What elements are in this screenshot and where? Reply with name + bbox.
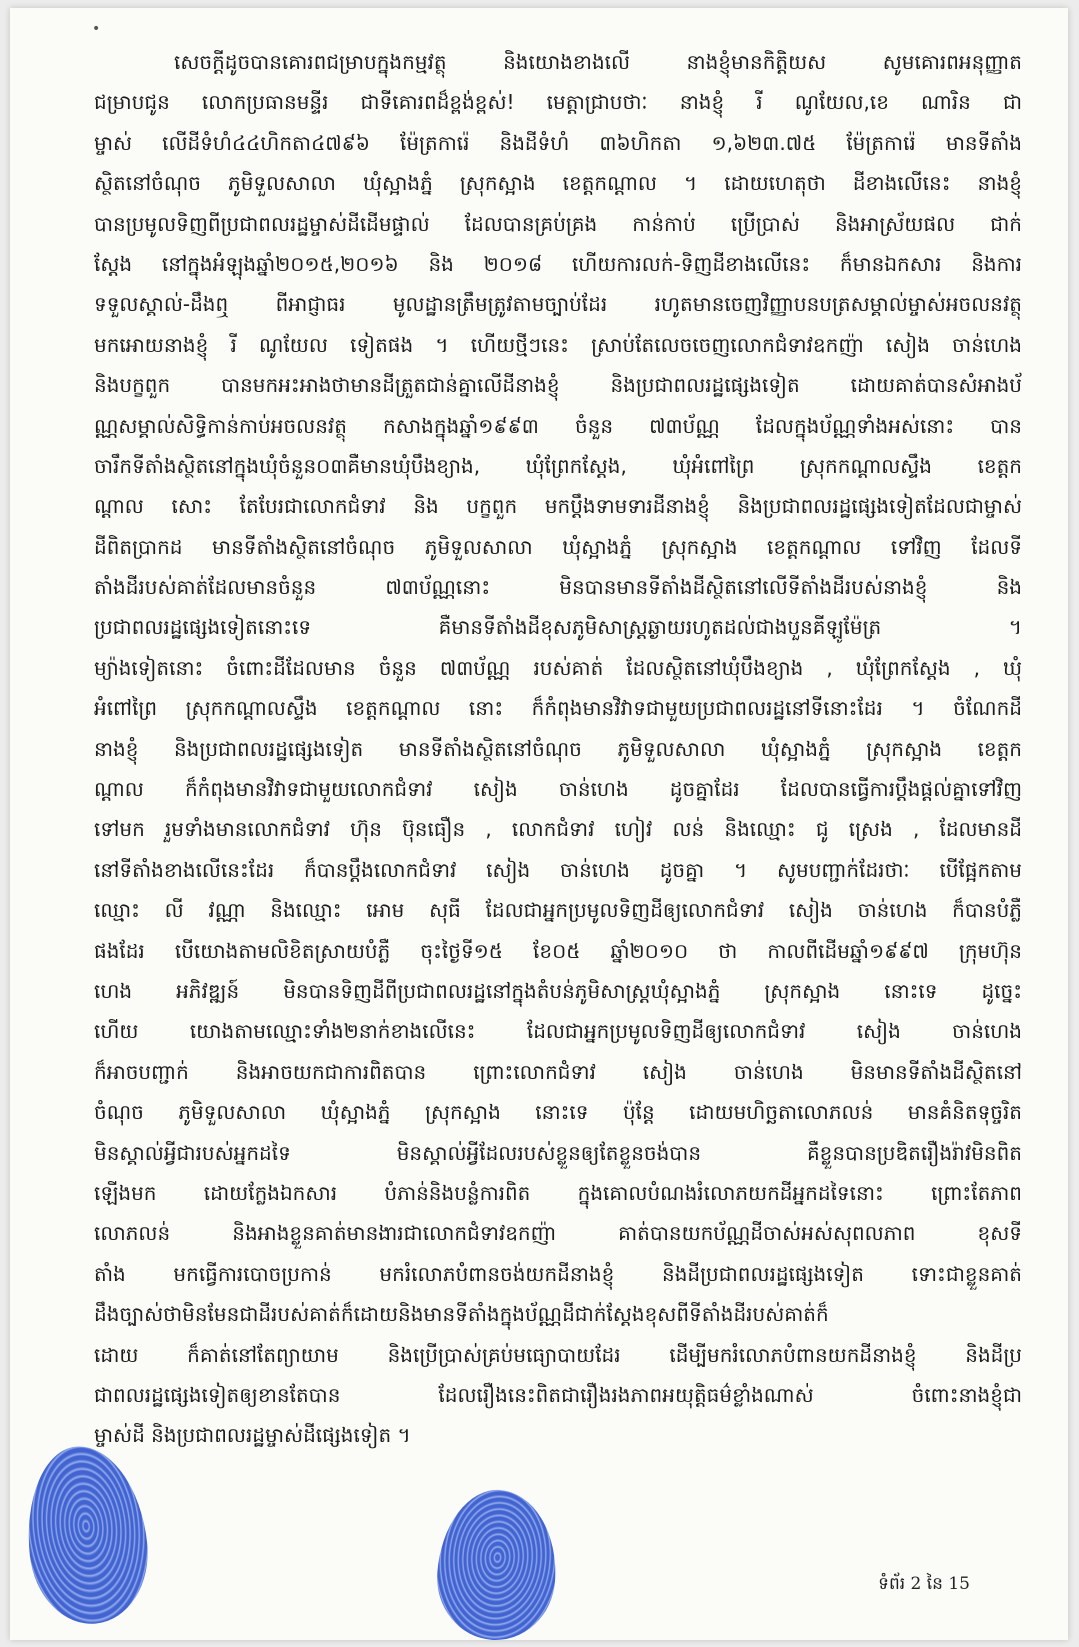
paragraph-line: ដឹងច្បាស់ថាមិនមែនជាដីរបស់គាត់ក៏ដោយនិងមានទីតាំងក្នុងប័ណ្ណដីជាក់ស្តែងខុសពីទីតាំងដីរបស់គាត់ក៏ <box>94 1302 829 1327</box>
paragraph-line: មកអោយនាងខ្ញុំ រី ណូយែល ទៀតផង ។ ហើយថ្មីៗនេះ ស្រាប់តែលេចចេញលោកជំទាវឧកញ៉ា សៀង ចាន់ហេង <box>94 332 1022 357</box>
paragraph-line: តាំងដីរបស់គាត់ដែលមានចំនួន ៧៣ប័ណ្ណនោះ មិនបានមានទីតាំងដីស្ថិតនៅលើទីតាំងដីរបស់នាងខ្ញុំ និង <box>94 575 1022 600</box>
document-page <box>10 8 1068 1640</box>
paragraph-line: ផងដែរ បើយោងតាមលិខិតស្រាយបំភ្លឺ ចុះថ្ងៃទី១៥ ខែ០៥ ឆ្នាំ២០១០ ថា កាលពីដើមឆ្នាំ១៩៩៧ ក្រុមហ៊ុន <box>94 938 1022 963</box>
paragraph-line: ទទួលស្គាល់-ដឹងឮ ពីអាជ្ញាធរ មូលដ្ឋានត្រឹមត្រូវតាមច្បាប់ដែរ រហូតមានចេញវិញ្ញាបនបត្រសម្គាល់ម្ចាស់អចលនវត្ថុ <box>94 292 1022 317</box>
paragraph-line: នាងខ្ញុំ និងប្រជាពលរដ្ឋផ្សេងទៀត មានទីតាំងស្ថិតនៅចំណុច ភូមិទួលសាលា ឃុំស្អាងភ្នំ ស្រុកស្អាង ខេត្តក <box>94 736 1022 761</box>
paragraph-line: ស្តែង នៅក្នុងអំឡុងឆ្នាំ២០១៥,២០១៦ និង ២០១៨ ហើយការលក់-ទិញដីខាងលើនេះ ក៏មានឯកសារ និងការ <box>94 251 1022 276</box>
paragraph-line: អំពៅព្រៃ ស្រុកកណ្តាលស្ទឹង ខេត្តកណ្តាល នោះ ក៏កំពុងមានវិវាទជាមួយប្រជាពលរដ្ឋនៅទីនោះដែរ ។ ចំណែកដី <box>94 696 1022 721</box>
paragraph-line: ម្ចាស់ដី និងប្រជាពលរដ្ឋម្ចាស់ដីផ្សេងទៀត ។ <box>94 1423 411 1448</box>
paragraph-line: សេចក្តីដូចបានគោរពជម្រាបក្នុងកម្មវត្ថុ និងយោងខាងលើ នាងខ្ញុំមានកិត្តិយស សូមគោរពអនុញ្ញាត <box>174 50 1022 74</box>
paragraph-line: ណ្តាល ក៏កំពុងមានវិវាទជាមួយលោកជំទាវ សៀង ចាន់ហេង ដូចគ្នាដែរ ដែលបានធ្វើការប្តឹងផ្តល់គ្នាទៅវិញ <box>94 777 1022 802</box>
letter-body <box>94 42 1022 1456</box>
paragraph-line: ឡើងមក ដោយក្លែងឯកសារ បំភាន់និងបន្លំការពិត ក្នុងគោលបំណងរំលោភយកដីអ្នកដទៃនោះ ព្រោះតែភាព <box>94 1180 1022 1205</box>
page-number: ទំព័រ 2 នៃ 15 <box>878 1574 970 1594</box>
paragraph-line: ចារឹកទីតាំងស្ថិតនៅក្នុងឃុំចំនួន០៣គឺមានឃុំបឹងខ្យាង, ឃុំព្រែកស្តែង, ឃុំអំពៅព្រៃ ស្រុកកណ្តាលស្ទឹង ខេត្តក <box>94 453 1022 478</box>
top-mark: • <box>92 21 101 37</box>
paragraph-line: មិនស្គាល់អ្វីជារបស់អ្នកដទៃ មិនស្គាល់អ្វីដែលរបស់ខ្លួនឲ្យតែខ្លួនចង់បាន គឺខ្លួនបានប្រឌិតរឿងរ៉ាវមិនពិត <box>94 1140 1022 1165</box>
paragraph-line: ជម្រាបជូន លោកប្រធានមន្ទីរ ជាទីគោរពដ៏ខ្ពង់ខ្ពស់! មេត្តាជ្រាបថាៈ នាងខ្ញុំ រី ណូយែល,ខេ ណារិន ជា <box>94 90 1022 115</box>
paragraph-line: ប្រជាពលរដ្ឋផ្សេងទៀតនោះទេ គឺមានទីតាំងដីខុសភូមិសាស្ត្រឆ្ងាយរហូតដល់ជាងបួនគីឡូម៉ែត្រ ។ <box>94 615 1022 640</box>
paragraph-line: ទៅមក រួមទាំងមានលោកជំទាវ ហ៊ុន ប៊ុនធឿន , លោកជំទាវ ហៀវ លន់ និងឈ្មោះ ជូ ស្រេង , ដែលមានដី <box>94 817 1022 842</box>
paragraph-line: ស្ថិតនៅចំណុច ភូមិទួលសាលា ឃុំស្អាងភ្នំ ស្រុកស្អាង ខេត្តកណ្តាល ។ ដោយហេតុថា ដីខាងលើនេះ នាងខ្ញុំ <box>94 171 1022 196</box>
paragraph-line: តាំង មកធ្វើការបោចប្រកាន់ មករំលោភបំពានចង់យកដីនាងខ្ញុំ និងដីប្រជាពលរដ្ឋផ្សេងទៀត ទោះជាខ្លួនគាត់ <box>94 1261 1022 1286</box>
paragraph-line: ជាពលរដ្ឋផ្សេងទៀតឲ្យខានតែបាន ដែលរឿងនេះពិតជារឿងរងភាពអយុត្តិធម៌ខ្លាំងណាស់ ចំពោះនាងខ្ញុំជា <box>94 1382 1022 1407</box>
paragraph-line: លោភលន់ និងអាងខ្លួនគាត់មានងារជាលោកជំទាវឧកញ៉ា គាត់បានយកប័ណ្ណដីចាស់អស់សុពលភាព ខុសទី <box>94 1221 1022 1246</box>
paragraph-line: ណ្ណសម្គាល់សិទ្ធិកាន់កាប់អចលនវត្ថុ កសាងក្នុងឆ្នាំ១៩៩៣ ចំនួន ៧៣ប័ណ្ណ ដែលក្នុងប័ណ្ណទាំងអស់នោះ បាន <box>94 413 1022 438</box>
left-thumbprint <box>19 1440 155 1629</box>
paragraph-line: ឈ្មោះ លី វណ្ណា និងឈ្មោះ អោម សុធី ដែលជាអ្នកប្រមូលទិញដីឲ្យលោកជំទាវ សៀង ចាន់ហេង ក៏បានបំភ្លឺ <box>94 898 1022 923</box>
paragraph-line: បានប្រមូលទិញពីប្រជាពលរដ្ឋម្ចាស់ដីដើមផ្ទាល់ ដែលបានគ្រប់គ្រង កាន់កាប់ ប្រើប្រាស់ និងអាស្រ័យផល ជាក់ <box>94 211 1022 236</box>
paragraph-line: ម្យ៉ាងទៀតនោះ ចំពោះដីដែលមាន ចំនួន ៧៣ប័ណ្ណ របស់គាត់ ដែលស្ថិតនៅឃុំបឹងខ្យាង , ឃុំព្រែកស្តែង , ឃុំ <box>94 655 1022 680</box>
paragraph-line: ក៏អាចបញ្ជាក់ និងអាចយកជាការពិតបាន ព្រោះលោកជំទាវ សៀង ចាន់ហេង មិនមានទីតាំងដីស្ថិតនៅ <box>94 1059 1022 1084</box>
paragraph-line: ចំណុច ភូមិទួលសាលា ឃុំស្អាងភ្នំ ស្រុកស្អាង នោះទេ ប៉ុន្តែ ដោយមហិច្ឆតាលោភលន់ មានគំនិតទុច្ចរិត <box>94 1100 1022 1125</box>
paragraph-line: ដីពិតប្រាកដ មានទីតាំងស្ថិតនៅចំណុច ភូមិទួលសាលា ឃុំស្អាងភ្នំ ស្រុកស្អាង ខេត្តកណ្តាល ទៅវិញ ដែលទី <box>94 534 1022 559</box>
paragraph-line: នៅទីតាំងខាងលើនេះដែរ ក៏បានប្តឹងលោកជំទាវ សៀង ចាន់ហេង ដូចគ្នា ។ សូមបញ្ជាក់ដែរថាៈ បើផ្អែកតាម <box>94 857 1022 882</box>
right-thumbprint <box>433 1486 561 1640</box>
paragraph-line: ដោយ ក៏គាត់នៅតែព្យាយាម និងប្រើប្រាស់គ្រប់មធ្យោបាយដែរ ដើម្បីមករំលោភបំពានយកដីនាងខ្ញុំ និងដីប្រ <box>94 1342 1022 1367</box>
paragraph-line: ហេង អភិវឌ្ឍន៍ មិនបានទិញដីពីប្រជាពលរដ្ឋនៅក្នុងតំបន់ភូមិសាស្ត្រឃុំស្អាងភ្នំ ស្រុកស្អាង នោះទេ ដូច្នេះ <box>94 978 1022 1003</box>
paragraph-line: ណ្តាល សោះ តែបែរជាលោកជំទាវ និង បក្ខពួក មកប្តឹងទាមទារដីនាងខ្ញុំ និងប្រជាពលរដ្ឋផ្សេងទៀតដែលជាម្ចាស់ <box>94 494 1022 519</box>
paragraph-line: និងបក្ខពួក បានមកអះអាងថាមានដីត្រួតជាន់គ្នាលើដីនាងខ្ញុំ និងប្រជាពលរដ្ឋផ្សេងទៀត ដោយគាត់បានសំអាងប័ <box>94 373 1022 398</box>
paragraph-line: ហើយ យោងតាមឈ្មោះទាំង២នាក់ខាងលើនេះ ដែលជាអ្នកប្រមូលទិញដីឲ្យលោកជំទាវ សៀង ចាន់ហេង <box>94 1019 1022 1044</box>
paragraph-line: ម្ចាស់ លើដីទំហំ៤៤ហិកតា៤៧៩៦ ម៉ែត្រការ៉េ និងដីទំហំ ៣៦ហិកតា ១,៦២៣.៧៥ ម៉ែត្រការ៉េ មានទីតាំង <box>94 130 1022 155</box>
